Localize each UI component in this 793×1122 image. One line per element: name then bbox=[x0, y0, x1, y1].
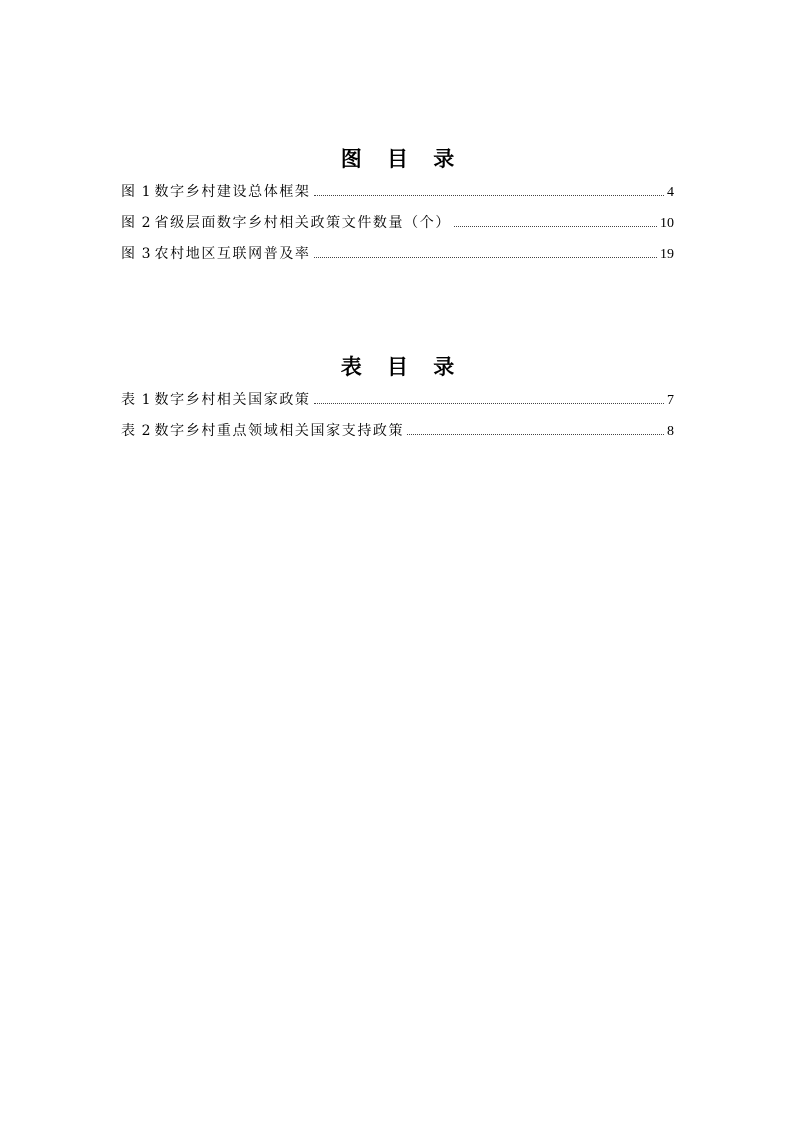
toc-entry-page: 19 bbox=[660, 247, 674, 262]
toc-entry-prefix: 图 bbox=[121, 184, 137, 200]
table-toc-heading: 表 目 录 bbox=[340, 355, 464, 379]
table-toc-section bbox=[121, 354, 674, 452]
toc-dot-leader bbox=[314, 244, 657, 258]
table-toc-list bbox=[121, 390, 674, 452]
toc-entry-title: 农村地区互联网普及率 bbox=[154, 246, 311, 262]
figure-toc-heading: 图 目 录 bbox=[340, 147, 464, 171]
toc-entry-page: 10 bbox=[660, 216, 674, 231]
toc-entry-title: 数字乡村相关国家政策 bbox=[154, 392, 311, 408]
toc-entry-page: 8 bbox=[667, 424, 674, 439]
toc-dot-leader bbox=[407, 421, 664, 435]
table-toc-entry[interactable] bbox=[121, 421, 674, 452]
toc-entry-label bbox=[121, 421, 404, 441]
figure-toc-entry[interactable] bbox=[121, 213, 674, 244]
figure-toc-entry[interactable] bbox=[121, 182, 674, 213]
toc-entry-title: 数字乡村建设总体框架 bbox=[154, 184, 311, 200]
toc-dot-leader bbox=[314, 390, 664, 404]
toc-entry-number: 1 bbox=[141, 392, 151, 408]
toc-entry-number: 1 bbox=[141, 184, 151, 200]
toc-entry-title: 省级层面数字乡村相关政策文件数量（个） bbox=[154, 215, 451, 231]
toc-entry-prefix: 图 bbox=[121, 215, 137, 231]
toc-entry-label bbox=[121, 390, 311, 410]
figure-toc-section bbox=[121, 146, 674, 275]
toc-entry-label bbox=[121, 244, 311, 264]
toc-entry-page: 4 bbox=[667, 185, 674, 200]
table-toc-entry[interactable] bbox=[121, 390, 674, 421]
toc-entry-label bbox=[121, 213, 451, 233]
toc-entry-label bbox=[121, 182, 311, 202]
toc-entry-number: 2 bbox=[141, 215, 151, 231]
toc-dot-leader bbox=[454, 213, 657, 227]
toc-entry-prefix: 表 bbox=[121, 392, 137, 408]
toc-entry-page: 7 bbox=[667, 393, 674, 408]
figure-toc-list bbox=[121, 182, 674, 275]
toc-entry-title: 数字乡村重点领域相关国家支持政策 bbox=[154, 423, 405, 439]
toc-dot-leader bbox=[314, 182, 664, 196]
toc-entry-number: 3 bbox=[141, 246, 151, 262]
toc-entry-number: 2 bbox=[141, 423, 151, 439]
toc-entry-prefix: 图 bbox=[121, 246, 137, 262]
toc-entry-prefix: 表 bbox=[121, 423, 137, 439]
figure-toc-entry[interactable] bbox=[121, 244, 674, 275]
